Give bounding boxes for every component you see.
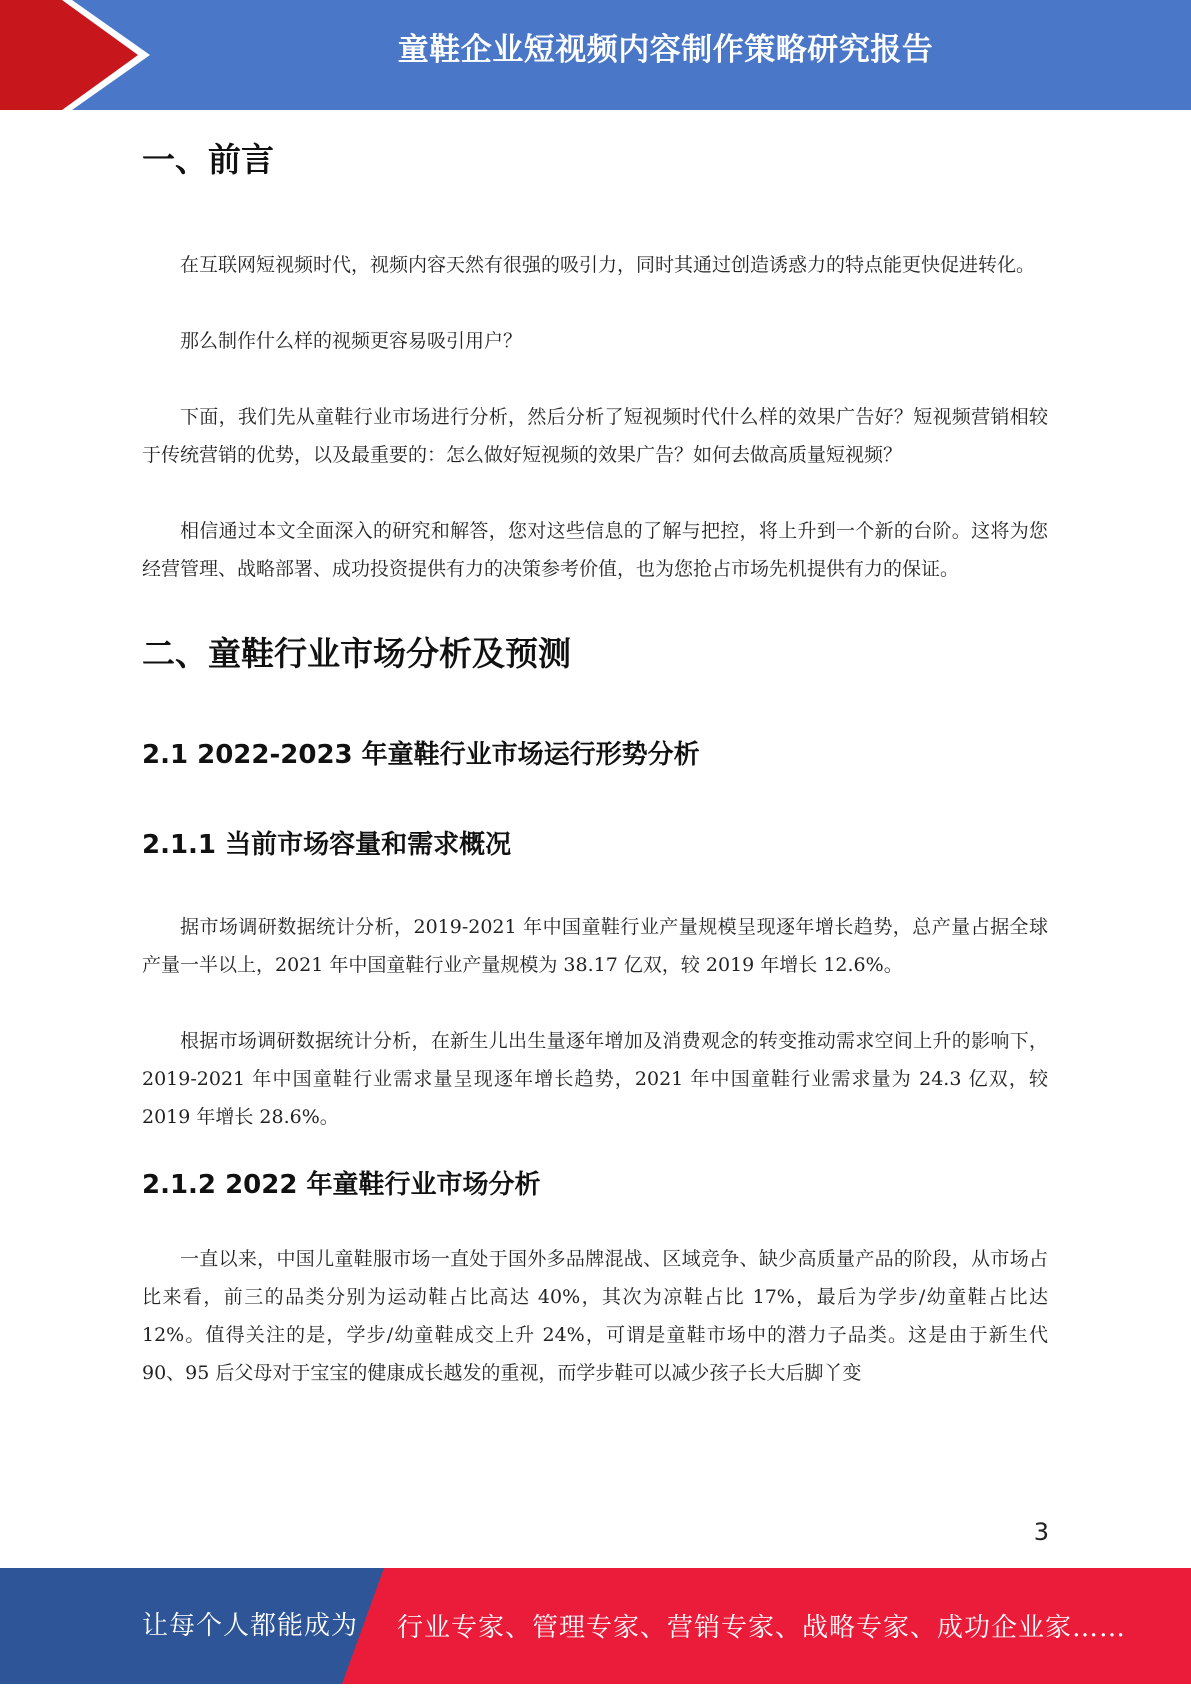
section-2-heading: 二、童鞋行业市场分析及预测 — [142, 634, 571, 673]
footer-slogan-right: 行业专家、管理专家、营销专家、战略专家、成功企业家…… — [397, 1613, 1127, 1643]
document-body — [142, 130, 1048, 1392]
report-title: 童鞋企业短视频内容制作策略研究报告 — [397, 32, 934, 68]
header-banner — [0, 0, 1191, 110]
section-1-heading: 一、前言 — [142, 140, 274, 179]
paragraph: 据市场调研数据统计分析，2019-2021 年中国童鞋行业产量规模呈现逐年增长趋势，总产量占据全球产量一半以上，2021 年中国童鞋行业产量规模为 38.17 亿双，较 2019 年增长 12.6%。 — [142, 916, 1048, 976]
footer-banner — [0, 1568, 1191, 1684]
paragraph: 一直以来，中国儿童鞋服市场一直处于国外多品牌混战、区域竞争、缺少高质量产品的阶段，从市场占比来看，前三的品类分别为运动鞋占比高达 40%，其次为凉鞋占比 17%，最后为学步/幼童鞋占比达 12%。值得关注的是，学步/幼童鞋成交上升 24%，可谓是童鞋市场中的潜力子品类。这是由于新生代 90、95 后父母对于宝宝的健康成长越发的重视，而学步鞋可以减少孩子长大后脚丫变 — [142, 1248, 1048, 1384]
page-number: 3 — [1033, 1518, 1049, 1546]
paragraph: 相信通过本文全面深入的研究和解答，您对这些信息的了解与把控，将上升到一个新的台阶。这将为您经营管理、战略部署、成功投资提供有力的决策参考价值，也为您抢占市场先机提供有力的保证。 — [142, 520, 1048, 580]
paragraph: 下面，我们先从童鞋行业市场进行分析，然后分析了短视频时代什么样的效果广告好？短视频营销相较于传统营销的优势，以及最重要的：怎么做好短视频的效果广告？如何去做高质量短视频？ — [142, 406, 1048, 466]
paragraph: 那么制作什么样的视频更容易吸引用户？ — [180, 330, 523, 352]
header-chevron-icon — [0, 0, 160, 110]
paragraph: 在互联网短视频时代，视频内容天然有很强的吸引力，同时其通过创造诱惑力的特点能更快促进转化。 — [180, 254, 1036, 276]
subsection-2-1-heading: 2.1 2022-2023 年童鞋行业市场运行形势分析 — [142, 740, 700, 770]
subsection-2-1-2-heading: 2.1.2 2022 年童鞋行业市场分析 — [142, 1170, 541, 1200]
paragraph: 根据市场调研数据统计分析，在新生儿出生量逐年增加及消费观念的转变推动需求空间上升的影响下，2019-2021 年中国童鞋行业需求量呈现逐年增长趋势，2021 年中国童鞋行业需求量为 24.3 亿双，较 2019 年增长 28.6%。 — [142, 1030, 1048, 1128]
footer-slogan-left: 让每个人都能成为 — [142, 1611, 359, 1641]
subsection-2-1-1-heading: 2.1.1 当前市场容量和需求概况 — [142, 830, 512, 860]
